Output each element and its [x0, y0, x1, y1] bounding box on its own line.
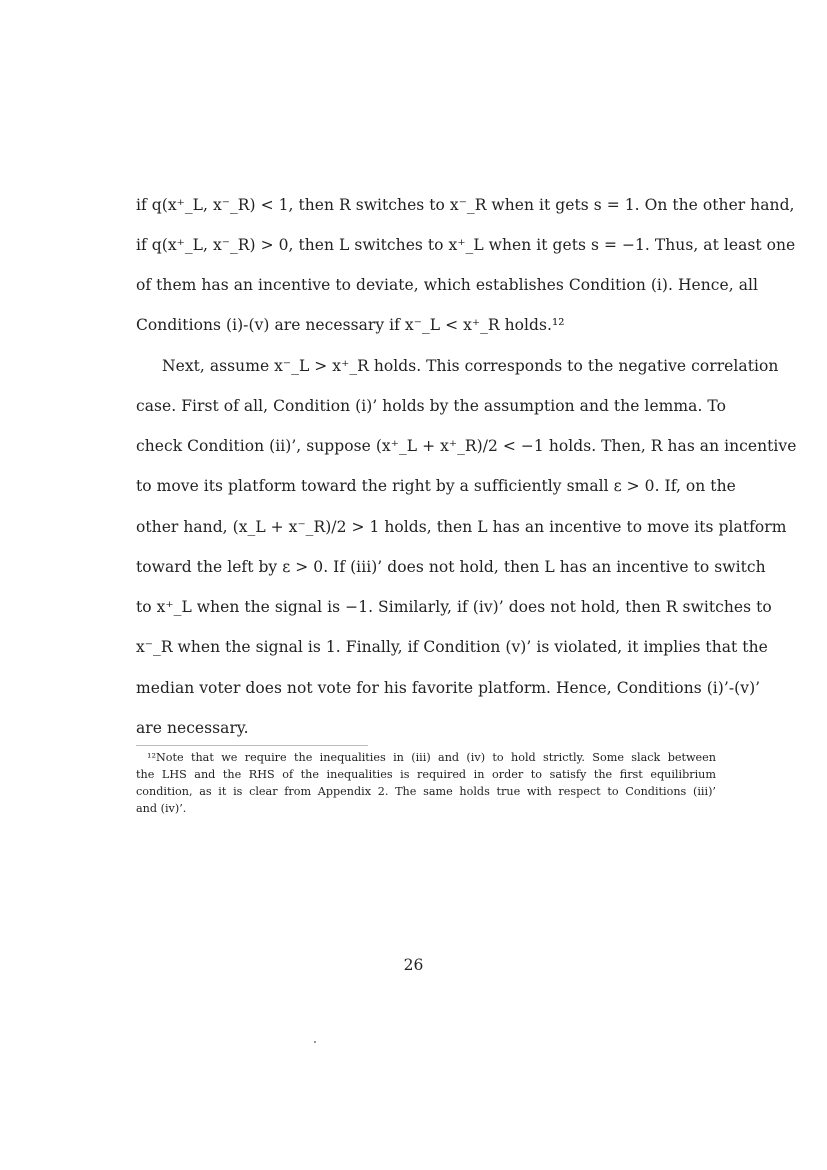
body-line: case. First of all, Condition (i)’ holds by the assumption and the lemma. To [136, 397, 726, 415]
body-line: other hand, (x_L + x⁻_R)/2 > 1 holds, then L has an incentive to move its platform [136, 518, 787, 536]
body-line: check Condition (ii)’, suppose (x⁺_L + x⁺_R)/2 < −1 holds. Then, R has an incentive [136, 437, 797, 455]
footnote-line: ¹²Note that we require the inequalities in (iii) and (iv) to hold strictly. Some slack between [147, 751, 716, 764]
footnote-line: and (iv)’. [136, 802, 187, 815]
footnote-line: the LHS and the RHS of the inequalities is required in order to satisfy the first equilibrium [136, 768, 716, 781]
page-number: 26 [403, 956, 424, 974]
body-line: toward the left by ε > 0. If (iii)’ does not hold, then L has an incentive to switch [136, 558, 766, 576]
body-line: Conditions (i)-(v) are necessary if x⁻_L < x⁺_R holds.¹² [136, 316, 565, 334]
body-line: median voter does not vote for his favorite platform. Hence, Conditions (i)’-(v)’ [136, 679, 761, 697]
body-line: to move its platform toward the right by a sufficiently small ε > 0. If, on the [136, 477, 736, 495]
body-line: Next, assume x⁻_L > x⁺_R holds. This corresponds to the negative correlation [162, 357, 779, 375]
footnote-rule [136, 745, 368, 746]
body-line: if q(x⁺_L, x⁻_R) > 0, then L switches to x⁺_L when it gets s = −1. Thus, at least one [136, 236, 796, 254]
body-line: to x⁺_L when the signal is −1. Similarly, if (iv)’ does not hold, then R switches to [136, 598, 772, 616]
footnote-line: condition, as it is clear from Appendix 2. The same holds true with respect to Conditions (iii)’ [136, 785, 716, 798]
body-line: are necessary. [136, 719, 249, 737]
scan-speck [314, 1041, 316, 1043]
body-line: x⁻_R when the signal is 1. Finally, if Condition (v)’ is violated, it implies that the [136, 638, 768, 656]
body-line: if q(x⁺_L, x⁻_R) < 1, then R switches to x⁻_R when it gets s = 1. On the other hand, [136, 196, 795, 214]
body-line: of them has an incentive to deviate, which establishes Condition (i). Hence, all [136, 276, 759, 294]
